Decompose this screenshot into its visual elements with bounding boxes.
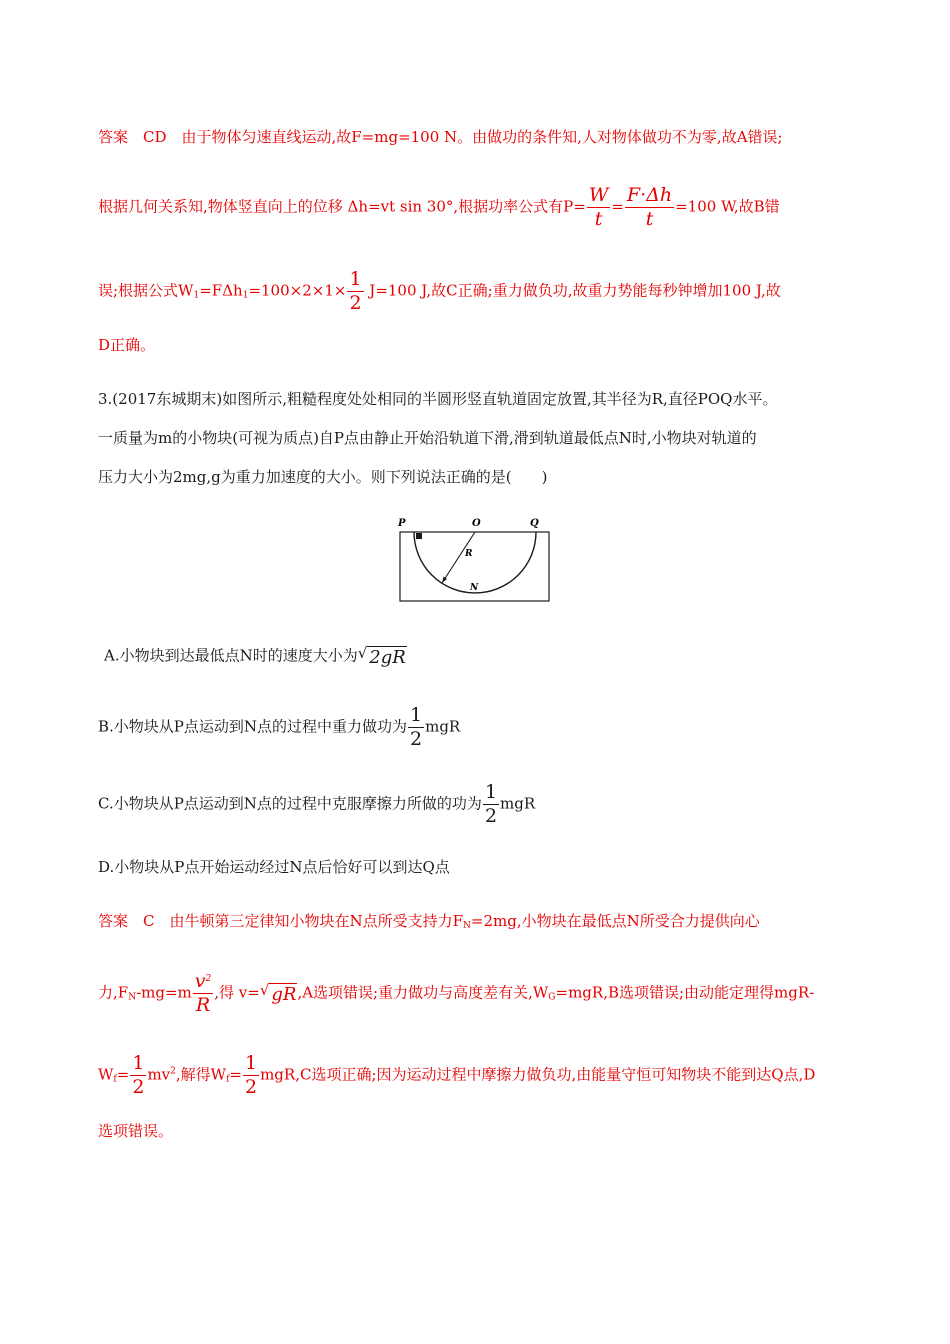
radius-arrowhead [442,577,447,584]
fraction-one-half [483,783,499,826]
answer1-line3-tail: J=100 J,故C正确;重力做负功,故重力势能每秒钟增加100 J,故 [364,281,781,300]
fraction-denominator: 2 [244,1076,258,1098]
option-c-tail: mgR [500,794,536,813]
label-N: N [470,583,479,593]
answer3-line1-text: 答案 C 由牛顿第三定律知小物块在N点所受支持力F [98,912,464,930]
question3-line2: 一质量为m的小物块(可视为质点)自P点由静止开始沿轨道下滑,滑到轨道最低点N时,小物块对轨道的 [98,429,757,447]
answer3-line3 [98,1054,815,1097]
answer3-line2-text3: ,得 v= [214,983,260,1002]
label-Q: Q [530,518,539,529]
subscript: 1 [242,290,249,301]
fraction-numerator: 1 [484,781,498,803]
question3-line1: 3.(2017东城期末)如图所示,粗糙程度处处相同的半圆形竖直轨道固定放置,其半径为R,直径POQ水平。 [98,390,778,408]
answer3-line4: 选项错误。 [98,1122,174,1140]
sqrt-icon: √ [357,644,368,662]
option-b-tail: mgR [425,717,461,736]
sqrt-icon: √ [259,981,270,999]
option-b [98,706,460,749]
fraction-numerator: 1 [132,1052,145,1074]
option-d: D.小物块从P点开始运动经过N点后恰好可以到达Q点 [98,858,450,876]
answer1-line3 [98,270,781,313]
answer3-line3-mv: mv [147,1065,171,1084]
equals-sign: = [611,197,624,216]
fraction-one-half [347,270,363,313]
answer3-line2-tail: =mgR,B选项错误;由动能定理得mgR- [555,983,815,1002]
answer3-line2 [98,972,814,1015]
fraction-f-dh-over-t [625,186,674,229]
answer1-line2-text: 根据几何关系知,物体竖直向上的位移 Δh=vt sin 30°,根据功率公式有P= [98,197,586,216]
radicand: gR [271,984,297,1005]
answer3-line3-text: ,解得W [175,1065,227,1084]
answer3-line2-text4: ,A选项错误;重力做功与高度差有关,W [297,983,549,1002]
fraction-numerator: 1 [244,1052,258,1074]
label-O: O [472,518,481,529]
answer1-line3-text: 误;根据公式W [98,281,194,300]
answer3-line3-eq2: = [229,1065,242,1084]
answer3-line2-text: 力,F [98,983,129,1002]
answer3-line1-tail: =2mg,小物块在最低点N所受合力提供向心 [470,912,760,930]
fraction-numerator: W [588,184,609,206]
answer3-line3-tail: mgR,C选项正确;因为运动过程中摩擦力做负功,由能量守恒可知物块不能到达Q点,D [260,1065,816,1084]
subscript: f [226,1074,230,1085]
small-block [416,533,422,539]
fraction-w-over-t [587,186,611,229]
fraction-denominator: t [645,208,654,230]
fraction-denominator: R [195,994,211,1016]
answer1-line2-tail: =100 W,故B错 [675,197,780,216]
v-symbol: v [194,970,206,992]
fraction-denominator: 2 [349,292,362,314]
label-P: P [398,518,406,529]
fraction-one-half [408,706,424,749]
subscript: 1 [193,290,200,301]
fraction-denominator: 2 [484,805,498,827]
subscript: G [548,992,556,1003]
fraction-one-half [243,1054,259,1097]
answer1-line3-text2: =FΔh [199,281,243,300]
option-a-text: A.小物块到达最低点N时的速度大小为 [104,646,358,665]
question3-line3: 压力大小为2mg,g为重力加速度的大小。则下列说法正确的是( ) [98,468,548,486]
option-c-text: C.小物块从P点运动到N点的过程中克服摩擦力所做的功为 [98,794,482,813]
fraction-numerator [193,972,213,994]
answer3-line1 [98,914,760,931]
fraction-numerator: F·Δh [626,184,673,206]
answer3-line3-eq: = [116,1065,130,1084]
sqrt-gR [260,983,298,1004]
fraction-one-half [130,1054,146,1097]
answer1-line4: D正确。 [98,336,156,354]
sqrt-2gR [358,646,407,667]
answer3-line2-text2: -mg=m [136,983,192,1002]
fraction-numerator: 1 [349,268,362,290]
superscript: 2 [170,1066,176,1077]
fraction-denominator: t [594,208,603,230]
superscript: 2 [205,974,212,984]
answer3-line3-w: W [98,1065,114,1084]
fraction-v-squared-over-R [193,972,213,1015]
answer1-line1: 答案 CD 由于物体匀速直线运动,故F=mg=100 N。由做功的条件知,人对物体做功不为零,故A错误; [98,128,783,146]
radicand: 2gR [369,647,406,668]
subscript: N [463,921,471,931]
semicircle-track-figure [392,512,562,606]
option-a [104,646,407,667]
answer1-line3-text3: =100×2×1× [248,281,347,300]
fraction-denominator: 2 [410,728,423,750]
answer1-line2 [98,186,780,229]
fraction-denominator: 2 [132,1076,145,1098]
fraction-numerator: 1 [410,704,423,726]
subscript: f [113,1074,117,1085]
subscript: N [128,992,137,1003]
label-R: R [465,549,473,559]
option-c [98,783,535,826]
option-b-text: B.小物块从P点运动到N点的过程中重力做功为 [98,717,408,736]
